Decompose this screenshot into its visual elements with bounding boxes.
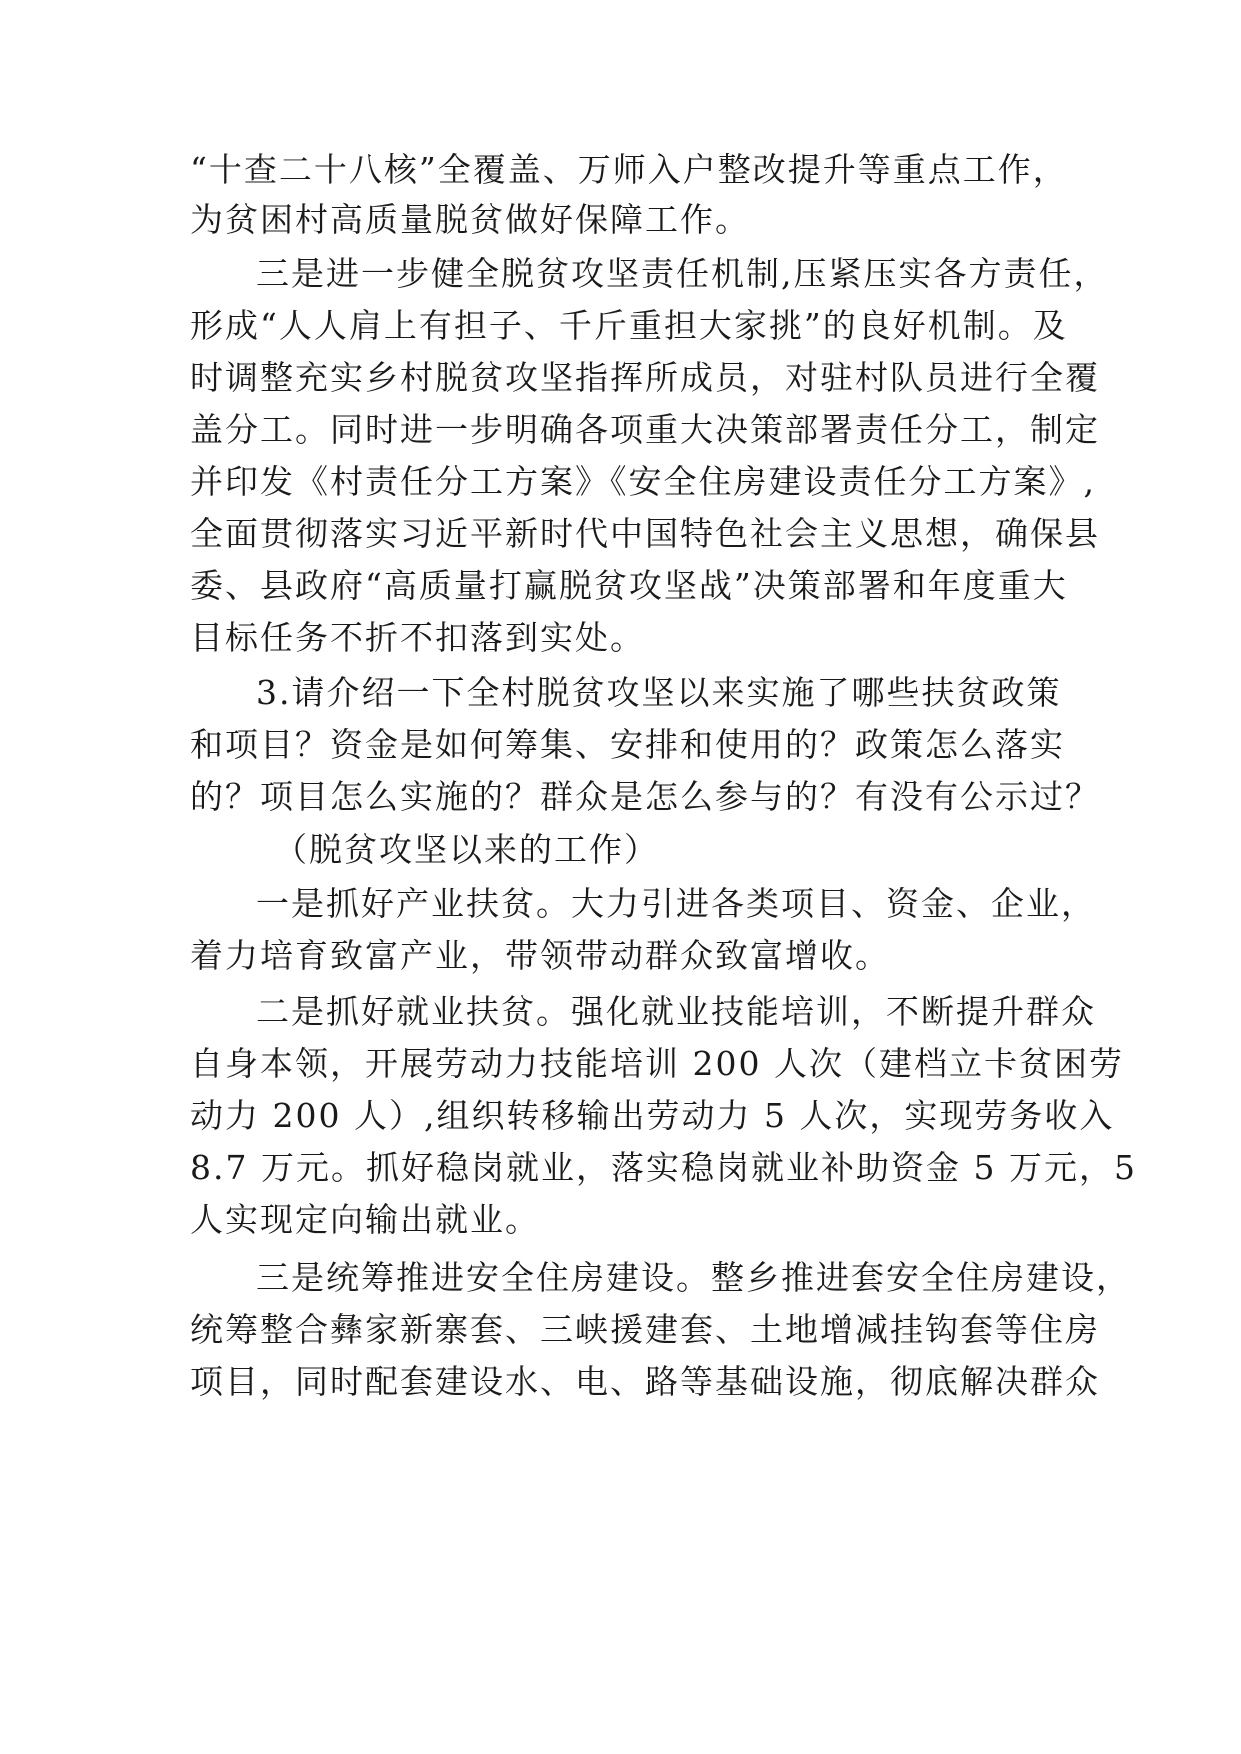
question-line-1: 3.请介绍一下全村脱贫攻坚以来实施了哪些扶贫政策 bbox=[256, 673, 1062, 712]
text-line-16: 着力培育致富产业，带领带动群众致富增收。 bbox=[190, 936, 890, 975]
text-line-3: 三是进一步健全脱贫攻坚责任机制,压紧压实各方责任， bbox=[256, 254, 1109, 293]
text-line-8: 全面贯彻落实习近平新时代中国特色社会主义思想，确保县 bbox=[190, 514, 1100, 553]
text-line-10: 目标任务不折不扣落到实处。 bbox=[190, 618, 645, 657]
text-line-23: 统筹整合彝家新寨套、三峡援建套、土地增减挂钩套等住房 bbox=[190, 1310, 1100, 1349]
text-line-1: “十查二十八核”全覆盖、万师入户整改提升等重点工作， bbox=[190, 150, 1068, 189]
text-line-19: 动力 200 人）,组织转移输出劳动力 5 人次，实现劳务收入 bbox=[190, 1096, 1115, 1135]
text-line-7: 并印发《村责任分工方案》《安全住房建设责任分工方案》, bbox=[190, 462, 1096, 501]
text-line-9: 委、县政府“高质量打赢脱贫攻坚战”决策部署和年度重大 bbox=[190, 566, 1068, 605]
text-line-17: 二是抓好就业扶贫。强化就业技能培训，不断提升群众 bbox=[256, 992, 1096, 1031]
text-line-2: 为贫困村高质量脱贫做好保障工作。 bbox=[190, 200, 750, 239]
text-line-4: 形成“人人肩上有担子、千斤重担大家挑”的良好机制。及 bbox=[190, 306, 1068, 345]
text-line-6: 盖分工。同时进一步明确各项重大决策部署责任分工，制定 bbox=[190, 410, 1100, 449]
text-line-20: 8.7 万元。抓好稳岗就业，落实稳岗就业补助资金 5 万元，5 bbox=[190, 1148, 1137, 1187]
text-line-24: 项目，同时配套建设水、电、路等基础设施，彻底解决群众 bbox=[190, 1362, 1100, 1401]
text-line-21: 人实现定向输出就业。 bbox=[190, 1200, 540, 1239]
text-line-22: 三是统筹推进安全住房建设。整乡推进套安全住房建设， bbox=[256, 1258, 1131, 1297]
text-line-15: 一是抓好产业扶贫。大力引进各类项目、资金、企业， bbox=[256, 884, 1096, 923]
question-line-2: 和项目？资金是如何筹集、安排和使用的？政策怎么落实 bbox=[190, 725, 1065, 764]
question-line-3: 的？项目怎么实施的？群众是怎么参与的？有没有公示过？ bbox=[190, 777, 1100, 816]
text-line-5: 时调整充实乡村脱贫攻坚指挥所成员，对驻村队员进行全覆 bbox=[190, 358, 1100, 397]
section-note: （脱贫攻坚以来的工作） bbox=[274, 830, 659, 869]
text-line-18: 自身本领，开展劳动力技能培训 200 人次（建档立卡贫困劳 bbox=[190, 1044, 1124, 1083]
